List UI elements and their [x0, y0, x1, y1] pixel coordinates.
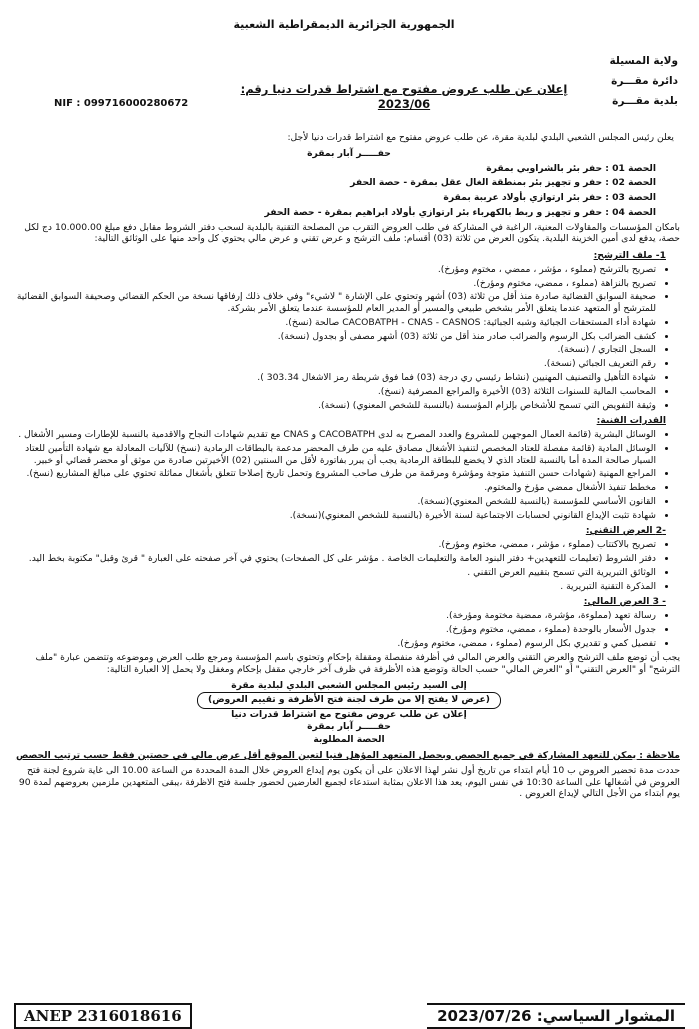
project-title: حفـــــر آبار بمقرة — [307, 147, 391, 159]
list-item: • المراجع المهنية (شهادات حسن التنفيذ متوجة ومؤشرة ومرقمة من طرف صاحب المشروع وتحمل تاريخ إصلاحا تتعلق بأشغال مماثلة تحتوي على مبالغ المشاريع (نسخ). — [14, 468, 656, 480]
list-item: • وثيقة التفويض التي تسمح للأشخاص بإلزام المؤسسة (بالنسبة للشخص المعنوي) (نسخة). — [14, 400, 656, 412]
list-item: • الوسائل المادية (قائمة مفصلة للعتاد المخصص لتنفيذ الأشغال مصادق عليه من طرف المحضر مدعمة بالبطاقات الرمادية (نسخ) للآليات المعادلة مع شهادة التأمين للعتاد السيار صالحة المدة أما بالنسبة للعتاد الذي لا يخضع للبطاقة الرمادية يجب أن يبرر بفاتورة لأقل من السنتين (02) الأخيرتين صادرة من موثق أو محضر قضائي أو خبير. — [14, 443, 656, 467]
anep-reference: ANEP 2316018616 — [14, 1003, 192, 1029]
lot-item: الحصة 01 : حفر بئر بالشراوبي بمقرة — [486, 162, 656, 174]
list-item: • مخطط تنفيذ الأشغال ممضي مؤرخ والمختوم. — [14, 482, 656, 494]
nif-number: NIF : 099716000280672 — [54, 98, 189, 109]
list-item: • السجل التجاري / (نسخة). — [14, 344, 656, 356]
financial-list — [14, 610, 684, 649]
list-item: • شهادة تثبت الإيداع القانوني لحسابات الاجتماعية لسنة الأخيرة (بالنسبة للشخص المعنوي)(نسخة). — [14, 510, 656, 522]
envelope-address — [14, 680, 684, 746]
section-capacities-title: القدرات الفنية: — [596, 415, 666, 427]
list-item: • تصريح بالنزاهة (مملوء ، ممضي، مختوم ومؤرخ). — [14, 278, 656, 290]
section-financial-title: - 3 العرض المالي: — [583, 596, 666, 608]
closing-paragraph: حددت مدة تحضير العروض ب 10 أيام ابتداء من تاريخ أول نشر لهذا الاعلان على أن يكون يوم إيداع العروض خلال المدة المحددة من الساعة 10.00 الى غاية شروع لجنة فتح العروض في أشغالها على الساعة 10:30 في نفس اليوم، يعد هذا الاعلان بمثابة استدعاء لجميع العارضين لحضور جلسة فتح الاظرفة ،يبقى المتعهدين ملزمين بعروضهم لمدة 90 يوم ابتداء من الأجل التالي لإيداع العروض . — [18, 764, 680, 800]
candidacy-list — [14, 264, 684, 411]
technical-list — [14, 539, 684, 592]
list-item: • رقم التعريف الجبائي (نسخة). — [14, 358, 656, 370]
envelopes-paragraph: يجب أن توضع ملف الترشح والعرض التقني والعرض المالي في أظرفة منفصلة ومقفلة بإحكام وتحتوي باسم المؤسسة ومرجع طلب العرض وموضوعه وتتضمن عبارة "ملف الترشح" أو "العرض التقني" أو "العرض المالي" حسب الحالة وتوضع هذه الأظرفة في ظرف آخر خارجي مقفل بإحكام ومغفل ولا يحمل إلا العبارة التالية: — [35, 652, 680, 676]
announcement-page — [14, 12, 684, 1007]
address-line-boxed: (عرض لا يفتح إلا من طرف لجنة فتح الأظرفة و تقييم العروض) — [197, 692, 501, 708]
list-item: • رسالة تعهد (مملوءة، مؤشرة، ممضية مختومة ومؤرخة). — [14, 610, 656, 622]
capacities-list — [14, 429, 684, 521]
address-line: إعلان عن طلب عروض مفتوح مع اشتراط قدرات دنيا — [231, 708, 467, 720]
list-item: • القانون الأساسي للمؤسسة (بالنسبة للشخص المعنوي)(نسخة). — [14, 496, 656, 508]
announcement-title: إعلان عن طلب عروض مفتوح مع اشتراط قدرات دنيا رقم: 2023/06 — [240, 82, 568, 111]
address-line: إلى السيد رئيس المجلس الشعبي البلدي لبلدية مقرة — [231, 679, 467, 691]
republic-heading: الجمهورية الجزائرية الديمقراطية الشعبية — [233, 18, 455, 31]
daira-label: دائرة مقـــرة — [611, 74, 678, 87]
address-line: الحصة المطلوبة — [313, 733, 385, 745]
list-item: • صحيفة السوابق القضائية صادرة منذ أقل من ثلاثة (03) أشهر وتحتوي على الإشارة " لاشيء" وفي خلاف ذلك إرفاقها نسخة من الحكم القضائي وصحيفة السوابق القضائية للمترشح أو المتعهد عندما يتعلق الأمر بشخص طبيعي والمسير أو المدير العام للمؤسسة عندما يتعلق الأمر بشركة. — [14, 291, 656, 315]
list-item: • تصريح بالاكتتاب (مملوء ، مؤشر ، ممضي، مختوم ومؤرخ). — [14, 539, 656, 551]
intro-paragraph: يعلن رئيس المجلس الشعبي البلدي لبلدية مقرة، عن طلب عروض مفتوح مع اشتراط قدرات دنيا لأجل: — [287, 132, 674, 143]
administration-block — [609, 52, 678, 112]
list-item: • دفتر الشروط (تعليمات للتعهدين+ دفتر البنود العامة والتعليمات الخاصة . مؤشر على كل الصفحات) يحتوي في آخر صفحته على العبارة " قرئ وقبل" مكتوبة بخط اليد. — [14, 553, 656, 565]
publication-date: المشوار السياسي: 2023/07/26 — [427, 1003, 685, 1029]
list-item: • تفصيل كمي و تقديري بكل الرسوم (مملوء ، ممضي، مختوم ومؤرخ). — [14, 638, 656, 650]
commune-label: بلدية مقـــرة — [612, 94, 678, 107]
list-item: • المحاسب المالية للسنوات الثلاثة (03) الأخيرة والمراجع المصرفية (نسخ). — [14, 386, 656, 398]
document-header — [14, 12, 684, 130]
note-paragraph: ملاحظة : يمكن للتعهد المشاركة في جميع الحصص وبحصل المتعهد المؤهل فنيا لتعين الموقع أقل عرض مالي في حصتين فقط حسب ترتيب الحصص — [15, 749, 680, 761]
lot-item: الحصة 02 : حفر و تجهيز بئر بمنطقة الغال عقل بمقرة - حصة الحفر — [350, 177, 656, 189]
list-item: • الوسائل البشرية (قائمة العمال الموجهين للمشروع والعدد المصرح به لدى CACOBATPH و CNAS مع تقديم شهادات النجاح والاقدمية بالنسبة للإطارات ومسير الأشغال . — [14, 429, 656, 441]
list-item: • شهادة أداء المستحقات الجبائية وشبه الجبائية: CACOBATPH - CNAS - CASNOS صالحة (نسخ). — [14, 317, 656, 329]
wilaya-label: ولاية المسيلة — [609, 55, 678, 67]
address-line: حفـــــر آبار بمقرة — [307, 721, 391, 733]
lot-item: الحصة 04 : حفر و تجهيز و ربط بالكهرباء بئر ارتوازي بأولاد ابراهيم بمقرة - حصة الحفر — [264, 206, 656, 218]
eligibility-paragraph: بامكان المؤسسات والمقاولات المعنية، الراغبة في المشاركة في طلب العروض التقرب من المصلحة التقنية بالبلدية لسحب دفتر الشروط مقابل دفع مبلغ 10.000.00 دج لكل حصة، يدفع لدى أمين الخزينة البلدية. يتكون العرض من ثلاثة (03) أقسام: ملف الترشح و عرض تقني و عرض مالي يحتوي كل واحد منها على الوثائق التالية: — [24, 221, 680, 245]
list-item: • الوثائق التبريرية التي تسمح بتقييم العرض التقني . — [14, 567, 656, 579]
list-item: • جدول الأسعار بالوحدة (مملوء ، ممضي، مختوم ومؤرخ). — [14, 624, 656, 636]
section-candidacy-title: 1- ملف الترشح: — [593, 250, 666, 262]
lot-item: الحصة 03 : حفر بئر ارتوازي بأولاد عرببة بمقرة — [443, 192, 656, 204]
list-item: • تصريح بالترشح (مملوء ، مؤشر ، ممضي ، مختوم ومؤرخ). — [14, 264, 656, 276]
list-item: • كشف الضرائب بكل الرسوم والضرائب صادر منذ أقل من ثلاثة (03) أشهر مصفى أو بجدول (نسخة). — [14, 331, 656, 343]
section-technical-title: -2 العرض التقني: — [585, 525, 666, 537]
list-item: • شهادة التأهيل والتصنيف المهنيين (نشاط رئيسي ري درجة (03) فما فوق شريطة رمز الاشغال 303.34 ). — [14, 372, 656, 384]
list-item: • المذكرة التقنية التبريرية . — [14, 581, 656, 593]
